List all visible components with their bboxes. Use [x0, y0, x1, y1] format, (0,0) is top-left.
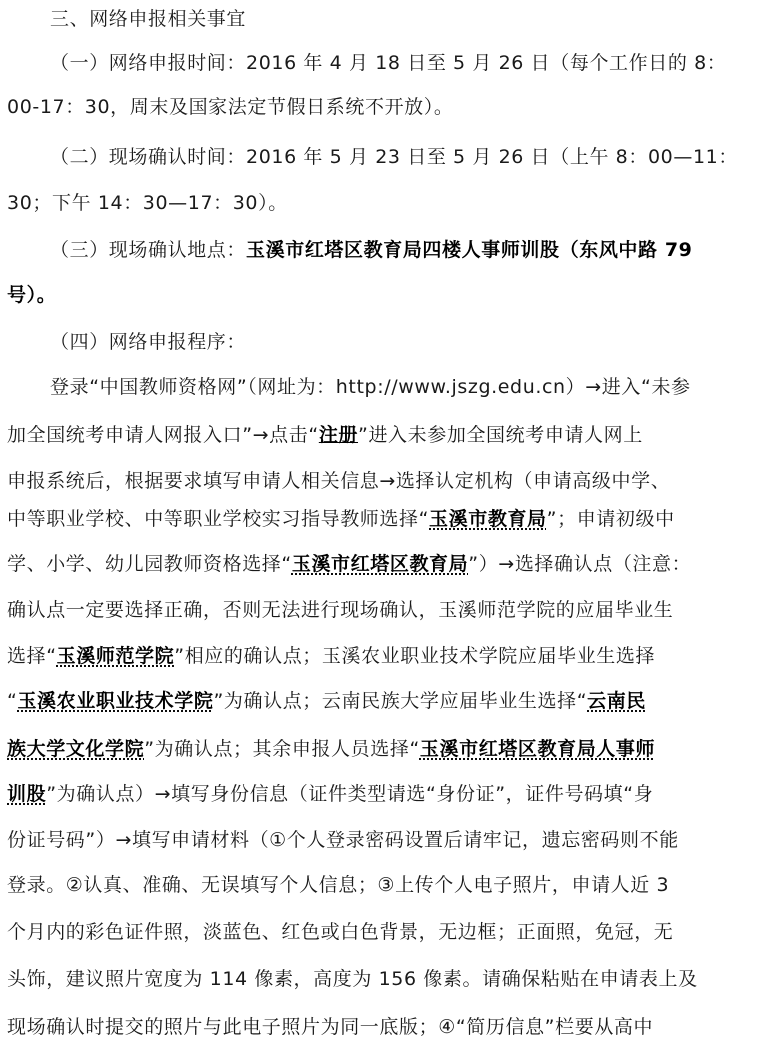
emphasized-text: 玉溪市红塔区教育局人事师: [419, 738, 656, 760]
line-text: ”为确认点；云南民族大学应届毕业生选择“: [213, 690, 588, 712]
line-text: 30；下午 14：30—17：30）。: [7, 192, 288, 214]
line-text: ”）→选择确认点（注意：: [468, 553, 692, 575]
paragraph-line: [0, 466, 760, 496]
paragraph-line: [0, 964, 760, 994]
line-text: ”为确认点；其余申报人员选择“: [144, 738, 420, 760]
line-text: 登录。②认真、准确、无误填写个人信息；③上传个人电子照片，申请人近 3: [7, 874, 670, 896]
emphasized-text: 玉溪农业职业技术学院: [17, 690, 214, 712]
paragraph-line: [0, 327, 760, 357]
emphasized-text: 玉溪市红塔区教育局: [291, 553, 469, 575]
paragraph-line: [0, 734, 760, 764]
paragraph-line: [0, 188, 760, 218]
line-text: 登录“中国教师资格网”（网址为：http://www.jszg.edu.cn）→进入“未参: [50, 376, 691, 398]
emphasized-text: 玉溪市教育局: [429, 508, 547, 530]
emphasized-text: 号）。: [7, 284, 57, 306]
paragraph-line: [0, 420, 760, 450]
line-text: “: [7, 690, 18, 712]
line-text: 份证号码”）→填写申请材料（①个人登录密码设置后请牢记，遗忘密码则不能: [7, 829, 679, 851]
paragraph-line: [0, 4, 760, 34]
paragraph-line: [0, 92, 760, 122]
paragraph-line: [0, 235, 760, 265]
paragraph-line: [0, 686, 760, 716]
line-text: （三）现场确认地点：: [50, 239, 247, 261]
emphasized-text: 云南民: [587, 690, 646, 712]
line-text: 中等职业学校、中等职业学校实习指导教师选择“: [7, 508, 430, 530]
paragraph-line: [0, 779, 760, 809]
paragraph-line: [0, 641, 760, 671]
line-text: ”；申请初级中: [546, 508, 675, 530]
line-text: 加全国统考申请人网报入口”→点击“: [7, 424, 319, 446]
line-text: ”进入未参加全国统考申请人网上: [358, 424, 643, 446]
paragraph-line: [0, 48, 760, 78]
line-text: （一）网络申报时间：2016 年 4 月 18 日至 5 月 26 日（每个工作日的 8：: [50, 52, 727, 74]
line-text: ”相应的确认点；玉溪农业职业技术学院应届毕业生选择: [174, 645, 656, 667]
line-text: 现场确认时提交的照片与此电子照片为同一底版；④“简历信息”栏要从高中: [7, 1016, 654, 1038]
paragraph-line: [0, 549, 760, 579]
line-text: 00-17：30，周末及国家法定节假日系统不开放）。: [7, 96, 454, 118]
emphasized-text: 注册: [318, 424, 359, 446]
paragraph-line: [0, 917, 760, 947]
paragraph-line: [0, 825, 760, 855]
line-text: 三、网络申报相关事宜: [50, 8, 247, 30]
emphasized-text: 族大学文化学院: [7, 738, 145, 760]
line-text: 个月内的彩色证件照，淡蓝色、红色或白色背景，无边框；正面照，免冠，无: [7, 921, 674, 943]
line-text: 学、小学、幼儿园教师资格选择“: [7, 553, 292, 575]
paragraph-line: [0, 372, 760, 402]
paragraph-line: [0, 1012, 760, 1042]
paragraph-line: [0, 280, 760, 310]
paragraph-line: [0, 504, 760, 534]
emphasized-text: 玉溪市红塔区教育局四楼人事师训股（东风中路 79: [246, 239, 693, 261]
emphasized-text: 训股: [7, 783, 47, 805]
emphasized-text: 玉溪师范学院: [56, 645, 175, 667]
paragraph-line: [0, 870, 760, 900]
line-text: （四）网络申报程序：: [50, 331, 247, 353]
paragraph-line: [0, 595, 760, 625]
line-text: （二）现场确认时间：2016 年 5 月 23 日至 5 月 26 日（上午 8：00—11：: [50, 146, 738, 168]
line-text: 选择“: [7, 645, 57, 667]
line-text: 头饰，建议照片宽度为 114 像素，高度为 156 像素。请确保粘贴在申请表上及: [7, 968, 698, 990]
line-text: ”为确认点）→填写身份信息（证件类型请选“身份证”，证件号码填“身: [46, 783, 654, 805]
line-text: 申报系统后，根据要求填写申请人相关信息→选择认定机构（申请高级中学、: [7, 470, 671, 492]
paragraph-line: [0, 142, 760, 172]
line-text: 确认点一定要选择正确，否则无法进行现场确认，玉溪师范学院的应届毕业生: [7, 599, 674, 621]
